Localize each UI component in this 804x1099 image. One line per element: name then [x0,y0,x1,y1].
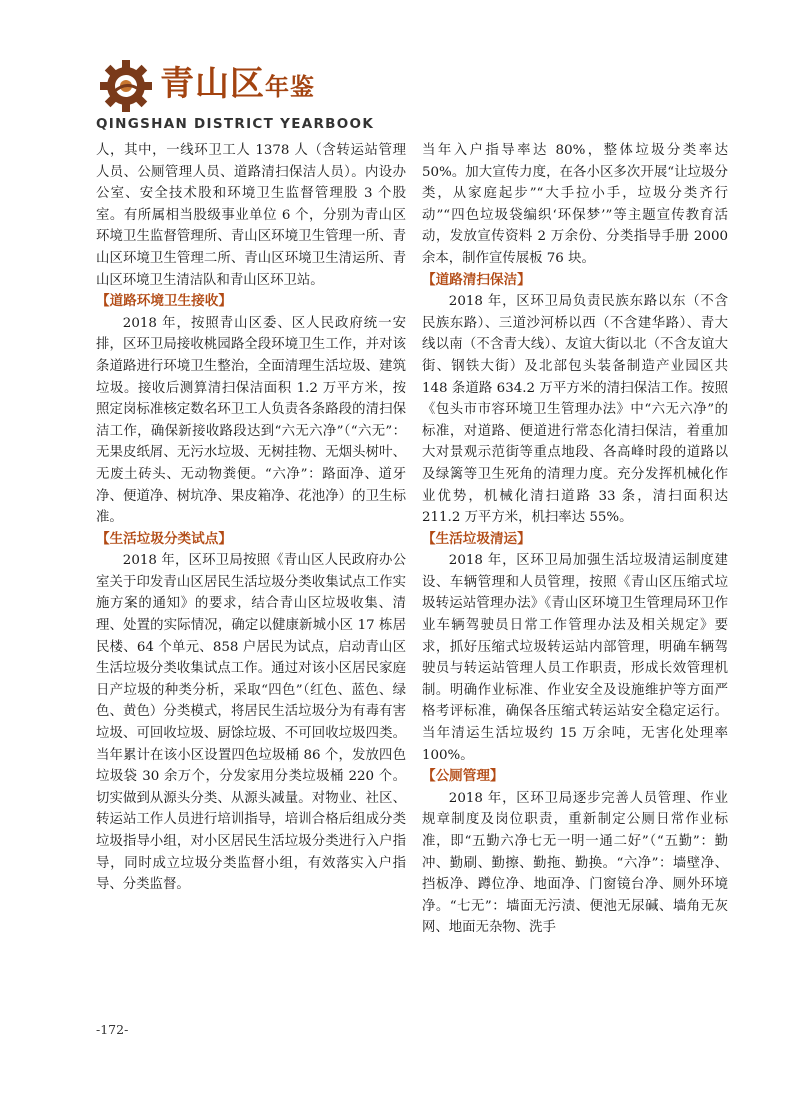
brand-title: 青山区 [160,64,265,104]
brand-subtitle: 年鉴 [265,73,315,101]
right-column [422,140,728,939]
section-heading: 【生活垃圾清运】 [422,530,531,547]
section-heading: 【公厕管理】 [422,768,504,785]
gear-logo-icon [96,58,160,114]
paragraph: 人，其中，一线环卫工人 1378 人（含转运站管理人员、公厕管理人员、道路清扫保洁人员）。内设办公室、安全技术股和环境卫生监督管理股 3 个股室。有所属相当股级事业单位 6 个，分别为青山区环境卫生监督管理所、青山区环境卫生管理一所、青山区环境卫生管理二所、青山区环境卫生清运所、青山区环境卫生清洁队和青山区环卫站。 [96,143,406,288]
section-heading: 【道路清扫保洁】 [422,271,531,288]
paragraph: 当年入户指导率达 80%，整体垃圾分类率达 50%。加大宣传力度，在各小区多次开展“让垃圾分类，从家庭起步”“大手拉小手，垃圾分类齐行动”“四色垃圾袋编织‘环保梦’”等主题宣传教育活动，发放宣传资料 2 万余份、分类指导手册 2000 余本，制作宣传展板 76 块。 [422,143,728,266]
paragraph: 2018 年，区环卫局负责民族东路以东（不含民族东路）、三道沙河桥以西（不含建华路）、青大线以南（不含青大线）、友谊大街以北（不含友谊大街、钢铁大街）及北部包头装备制造产业园区共 148 条道路 634.2 万平方米的清扫保洁工作。按照《包头市市容环境卫生管理办法》中“六无六净”的标准，对道路、便道进行常态化清扫保洁，着重加大对景观示范街等重点地段、各高峰时段的道路以及绿篱等卫生死角的清理力度。充分发挥机械化作业优势，机械化清扫道路 33 条，清扫面积达 211.2 万平方米，机扫率达 55%。 [422,294,728,526]
yearbook-brand [160,64,315,107]
page-number: -172- [96,1022,129,1037]
paragraph: 2018 年，区环卫局逐步完善人员管理、作业规章制度及岗位职责，重新制定公厕日常作业标准，即“五勤六净七无一明一通二好”（“五勤”：勤冲、勤刷、勤擦、勤拖、勤换。“六净”：墙壁净、挡板净、蹲位净、地面净、门窗镜台净、厕外环境净。“七无”：墙面无污渍、便池无尿碱、墙角无灰网、地面无杂物、洗手 [422,790,728,936]
left-column [96,140,406,896]
page-header [96,58,736,132]
paragraph: 2018 年，区环卫局加强生活垃圾清运制度建设、车辆管理和人员管理，按照《青山区压缩式垃圾转运站管理办法》《青山区环境卫生管理局环卫作业车辆驾驶员日常工作管理办法及相关规定》要求，抓好压缩式垃圾转运站内部管理，明确车辆驾驶员与转运站管理人员工作职责，形成长效管理机制。明确作业标准、作业安全及设施维护等方面严格考评标准，确保各压缩式转运站安全稳定运行。当年清运生活垃圾约 15 万余吨，无害化处理率 100%。 [422,553,728,763]
section-heading: 【生活垃圾分类试点】 [96,530,232,547]
yearbook-english-title: QINGSHAN DISTRICT YEARBOOK [96,116,375,132]
paragraph: 2018 年，区环卫局按照《青山区人民政府办公室关于印发青山区居民生活垃圾分类收集试点工作实施方案的通知》的要求，结合青山区垃圾收集、清理、处置的实际情况，确定以健康新城小区 17 栋居民楼、64 个单元、858 户居民为试点，启动青山区生活垃圾分类收集试点工作。通过对该小区居民家庭日产垃圾的种类分析，采取“四色”（红色、蓝色、绿色、黄色）分类模式，将居民生活垃圾分为有毒有害垃圾、可回收垃圾、厨馀垃圾、不可回收垃圾四类。当年累计在该小区设置四色垃圾桶 86 个，发放四色垃圾袋 30 余万个，分发家用分类垃圾桶 220 个。切实做到从源头分类、从源头减量。对物业、社区、转运站工作人员进行培训指导，培训合格后组成分类垃圾指导小组，对小区居民生活垃圾分类进行入户指导，同时成立垃圾分类监督小组，有效落实入户指导、分类监督。 [96,553,406,893]
paragraph: 2018 年，按照青山区委、区人民政府统一安排，区环卫局接收桃园路全段环境卫生工作，并对该条道路进行环境卫生整治，全面清理生活垃圾、建筑垃圾。接收后测算清扫保洁面积 1.2 万平方米，按照定岗标准核定数名环卫工人负责各条路段的清扫保洁工作，确保新接收路段达到“六无六净”（“六无”：无果皮纸屑、无污水垃圾、无树挂物、无烟头树叶、无废土砖头、无动物粪便。“六净”：路面净、道牙净、便道净、树坑净、果皮箱净、花池净）的卫生标准。 [96,315,406,526]
section-heading: 【道路环境卫生接收】 [96,293,232,310]
